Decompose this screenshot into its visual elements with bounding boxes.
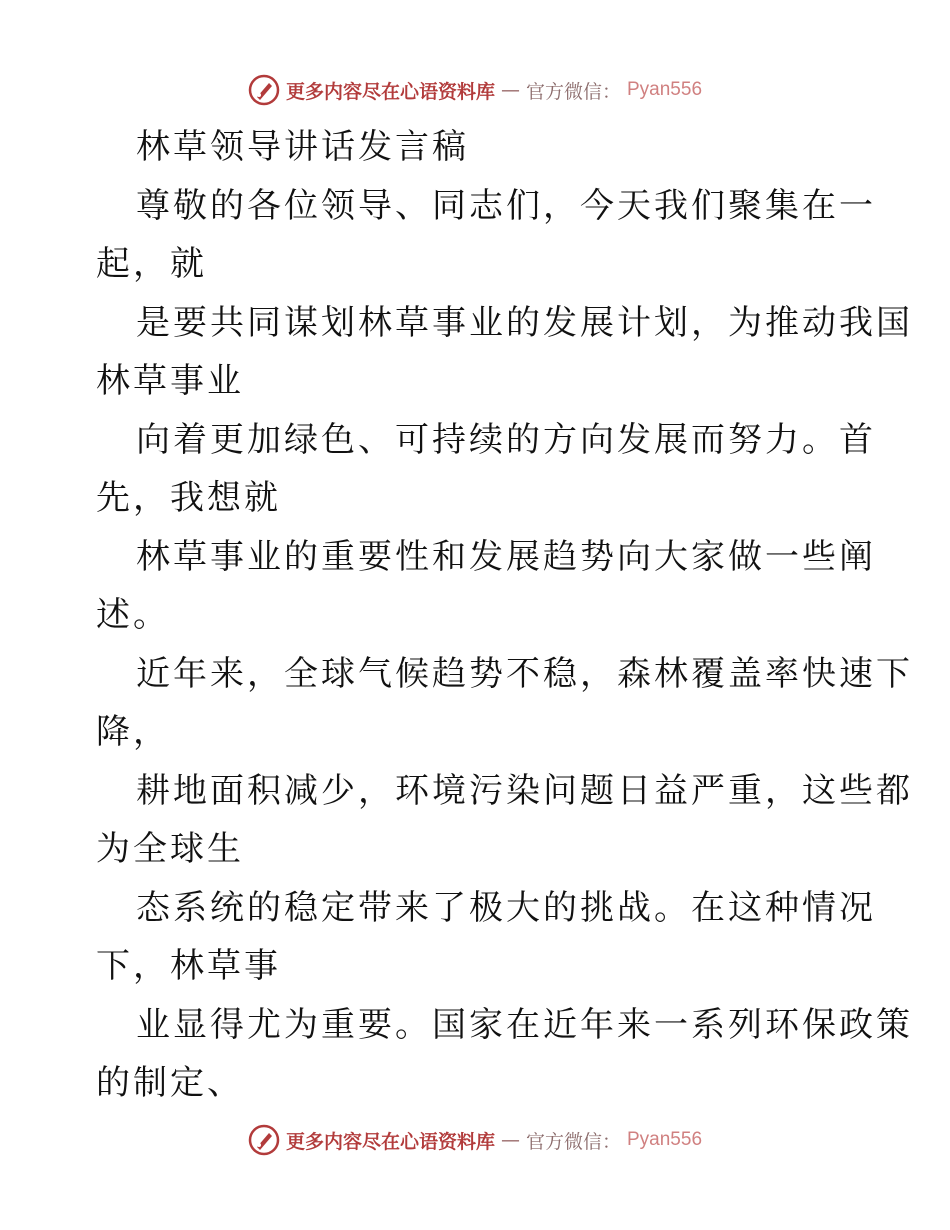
document-title: 林草领导讲话发言稿 (136, 127, 469, 167)
paragraph-line: 是要共同谋划林草事业的发展计划，为推动我国 (136, 302, 913, 343)
watermark-account: Pyan556 (627, 79, 703, 100)
footer-watermark (0, 1120, 950, 1160)
watermark-label: 官方微信： (525, 1130, 621, 1153)
paragraph-line: 林草事业 (96, 361, 244, 401)
paragraph-line: 耕地面积减少，环境污染问题日益严重，这些都 (136, 770, 913, 811)
paragraph-line: 为全球生 (96, 829, 244, 869)
paragraph-line: 态系统的稳定带来了极大的挑战。在这种情况 (136, 887, 876, 928)
paragraph-line: 述。 (96, 595, 170, 635)
paragraph-line: 向着更加绿色、可持续的方向发展而努力。首 (136, 419, 876, 460)
paragraph-line: 尊敬的各位领导、同志们，今天我们聚集在一 (136, 185, 876, 226)
document-body (96, 118, 913, 1113)
paragraph-line: 降， (96, 712, 170, 752)
watermark-brand: 更多内容尽在心语资料库 (285, 1130, 495, 1153)
pen-logo-icon (248, 74, 280, 106)
watermark-separator: — (500, 1129, 520, 1151)
paragraph-line: 近年来，全球气候趋势不稳，森林覆盖率快速下 (136, 653, 913, 694)
paragraph-line: 林草事业的重要性和发展趋势向大家做一些阐 (136, 536, 876, 577)
paragraph-line: 的制定、 (96, 1063, 244, 1103)
watermark-label: 官方微信： (525, 80, 621, 103)
header-watermark (0, 70, 950, 110)
paragraph-line: 先，我想就 (96, 478, 281, 518)
watermark-account: Pyan556 (627, 1129, 703, 1150)
watermark-brand: 更多内容尽在心语资料库 (285, 80, 495, 103)
paragraph-line: 下，林草事 (96, 946, 281, 986)
paragraph-line: 起，就 (96, 244, 207, 284)
paragraph-line: 业显得尤为重要。国家在近年来一系列环保政策 (136, 1004, 913, 1045)
watermark-separator: — (500, 79, 520, 101)
pen-logo-icon (248, 1124, 280, 1156)
